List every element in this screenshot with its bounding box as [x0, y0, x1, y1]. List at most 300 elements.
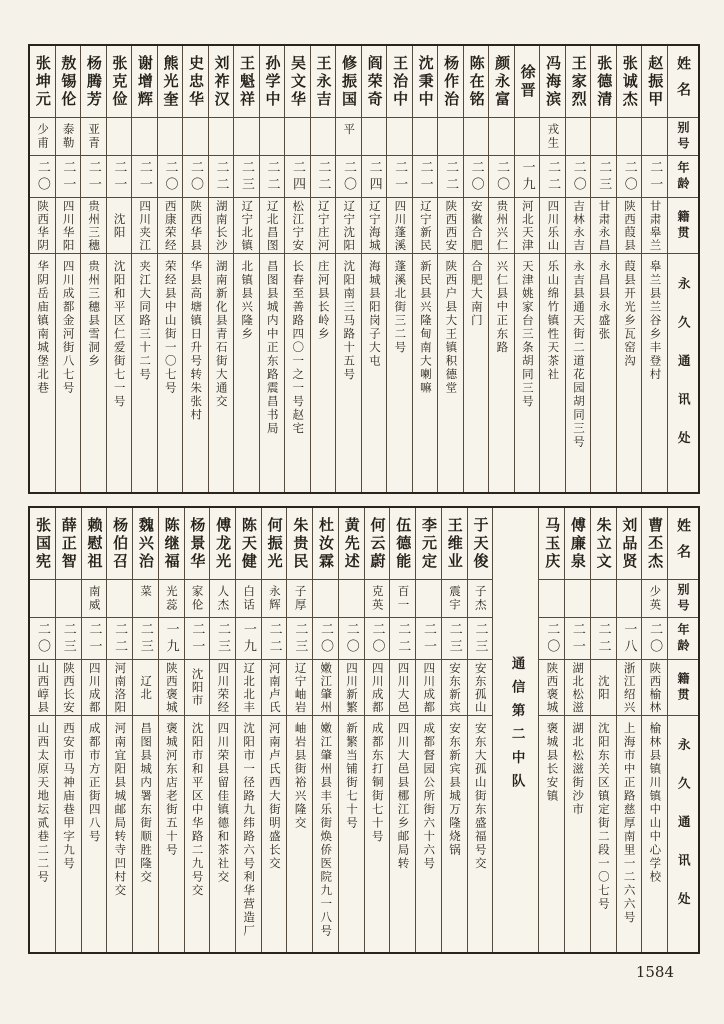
- person-address: [617, 254, 642, 492]
- person-age: [464, 156, 489, 198]
- person-name-text: 傅廉泉: [568, 516, 587, 571]
- person-age-text: 二一: [647, 159, 663, 194]
- person-native-text: 贵州兴仁: [495, 199, 510, 252]
- person-column: [106, 46, 132, 492]
- person-name: [30, 46, 55, 118]
- person-alias: [438, 118, 463, 156]
- header-address-label: [668, 254, 698, 492]
- person-alias: [416, 580, 441, 618]
- person-alias: [234, 118, 259, 156]
- person-alias: [183, 118, 208, 156]
- person-native: [387, 198, 412, 254]
- person-age: [591, 156, 616, 198]
- person-name-text: 赖慰祖: [85, 516, 104, 571]
- person-name: [362, 46, 387, 118]
- person-column: [415, 508, 441, 952]
- person-address-text: 北镇县兴隆乡: [240, 260, 255, 341]
- person-column: [131, 46, 157, 492]
- person-address: [158, 254, 183, 492]
- person-column: [106, 508, 132, 952]
- person-name: [285, 46, 310, 118]
- person-name: [133, 508, 158, 580]
- person-alias-text: 少英: [648, 585, 663, 612]
- person-column: [441, 508, 467, 952]
- person-name-text: 刘祚汉: [212, 54, 231, 109]
- person-native-text: 陕西葭县: [622, 199, 637, 252]
- person-age-text: 二〇: [647, 621, 663, 656]
- person-address: [287, 716, 312, 952]
- person-native-text: 陕西华县: [189, 199, 204, 252]
- person-alias: [56, 580, 81, 618]
- person-address: [311, 254, 336, 492]
- person-alias: [132, 118, 157, 156]
- person-address-text: 永昌县永盛张: [597, 260, 612, 341]
- person-alias: [413, 118, 438, 156]
- person-age: [566, 156, 591, 198]
- header-age-label: [668, 156, 698, 198]
- person-name: [540, 46, 565, 118]
- person-native: [30, 660, 55, 716]
- person-native-text: 甘肃永昌: [597, 199, 612, 252]
- person-age: [468, 618, 493, 660]
- person-name-text: 薛正智: [59, 516, 78, 571]
- person-address-text: 成都东打铜街七十号: [370, 722, 385, 844]
- person-native-text: 辽北: [139, 674, 154, 701]
- header-age-label: [668, 618, 698, 660]
- person-address-text: 岫岩县街裕兴隆交: [293, 722, 308, 830]
- person-column: [364, 508, 390, 952]
- person-address-text: 沈阳和平区仁爱街七一号: [112, 260, 127, 409]
- person-column: [182, 46, 208, 492]
- person-address-text: 褒城县长安镇: [545, 722, 560, 803]
- person-column: [467, 508, 493, 952]
- person-age: [390, 618, 415, 660]
- person-column: [158, 508, 184, 952]
- person-column: [564, 508, 590, 952]
- person-native: [56, 198, 81, 254]
- person-column: [284, 46, 310, 492]
- person-alias: [642, 118, 667, 156]
- person-name-text: 马玉庆: [543, 516, 562, 571]
- person-native-text: 吉林永吉: [571, 199, 586, 252]
- person-native-text: 四川华阳: [61, 199, 76, 252]
- person-address: [236, 716, 261, 952]
- person-column: [157, 46, 183, 492]
- person-native-text: 辽宁海城: [367, 199, 382, 252]
- person-age-text: 二三: [596, 159, 612, 194]
- person-alias: [287, 580, 312, 618]
- person-native: [515, 198, 540, 254]
- person-age-text: 二一: [85, 159, 101, 194]
- person-native-text: 陕西西安: [444, 199, 459, 252]
- unit-divider-text: 通信第二中队: [508, 656, 525, 797]
- person-age: [210, 618, 235, 660]
- person-address: [210, 716, 235, 952]
- person-column: [641, 508, 667, 952]
- person-native: [617, 198, 642, 254]
- person-address-text: 葭县开光乡瓦窑沟: [622, 260, 637, 368]
- person-age: [642, 156, 667, 198]
- person-alias: [185, 580, 210, 618]
- person-age-text: 二二: [545, 159, 561, 194]
- person-address-text: 兴仁县中正东路: [495, 260, 510, 355]
- person-name: [185, 508, 210, 580]
- person-alias: [489, 118, 514, 156]
- person-name: [442, 508, 467, 580]
- person-native: [539, 660, 564, 716]
- person-age-text: 二四: [290, 159, 306, 194]
- person-name: [287, 508, 312, 580]
- person-name: [234, 46, 259, 118]
- person-alias: [82, 580, 107, 618]
- person-name-text: 王永吉: [314, 54, 333, 109]
- person-name-text: 张坤元: [33, 54, 52, 109]
- person-native-text: 四川荣经: [216, 661, 231, 714]
- person-alias: [133, 580, 158, 618]
- person-age-text: 二一: [111, 159, 127, 194]
- person-address-text: 褒城河东店老街五十号: [164, 722, 179, 857]
- person-name-text: 傅龙光: [214, 516, 233, 571]
- person-name: [159, 508, 184, 580]
- person-name-text: 沈秉中: [416, 54, 435, 109]
- person-alias: [591, 118, 616, 156]
- person-alias: [262, 580, 287, 618]
- person-native-text: 山西崞县: [36, 661, 51, 714]
- person-name: [468, 508, 493, 580]
- person-native-text: 嫩江肇州: [319, 661, 334, 714]
- person-age: [30, 618, 55, 660]
- person-address-text: 湖南新化县青石街大通交: [214, 260, 229, 409]
- person-name-text: 熊光奎: [161, 54, 180, 109]
- person-alias: [81, 118, 106, 156]
- person-age-text: 二一: [392, 159, 408, 194]
- person-alias: [539, 580, 564, 618]
- person-native-text: 河南卢氏: [267, 661, 282, 714]
- person-age-text: 二二: [315, 159, 331, 194]
- person-address-text: 华阴岳庙镇南城堡北巷: [36, 260, 51, 395]
- person-column: [55, 508, 81, 952]
- person-address-text: 天津姚家台三条胡同三号: [520, 260, 535, 409]
- person-address: [591, 716, 616, 952]
- header-native-label-text: 籍贯: [676, 209, 690, 242]
- person-address-text: 河南卢氏西大街明盛长交: [267, 722, 282, 871]
- person-age-text: 一九: [240, 621, 256, 656]
- person-native: [107, 660, 132, 716]
- person-alias-text: 戎生: [546, 123, 561, 150]
- person-age-text: 二三: [215, 621, 231, 656]
- person-alias-text: 南威: [87, 585, 102, 612]
- person-column: [412, 46, 438, 492]
- person-native: [362, 198, 387, 254]
- person-name-text: 刘品贤: [620, 516, 639, 571]
- header-name-label: [668, 508, 698, 580]
- person-address-text: 四川成都金河街八七号: [61, 260, 76, 395]
- person-address: [416, 716, 441, 952]
- person-column: [386, 46, 412, 492]
- person-age: [234, 156, 259, 198]
- person-age-text: 二二: [213, 159, 229, 194]
- person-address-text: 长春至善路四〇一之一号赵宅: [291, 260, 306, 436]
- person-address: [438, 254, 463, 492]
- person-address-text: 安东新宾县城万隆烧锅: [447, 722, 462, 857]
- person-address: [262, 716, 287, 952]
- person-age-text: 二二: [112, 621, 128, 656]
- person-native-text: 辽宁北镇: [240, 199, 255, 252]
- person-address: [539, 716, 564, 952]
- person-name-text: 张德清: [595, 54, 614, 109]
- person-age-text: 二〇: [468, 159, 484, 194]
- person-name-text: 颜永富: [493, 54, 512, 109]
- person-age-text: 一九: [163, 621, 179, 656]
- person-address: [132, 254, 157, 492]
- person-address-text: 嫩江肇州县丰乐街焕侨医院九一八号: [319, 722, 334, 938]
- person-column: [514, 46, 540, 492]
- person-native-text: 辽北北丰: [242, 661, 257, 714]
- person-address: [362, 254, 387, 492]
- person-alias: [365, 580, 390, 618]
- header-native-label: [668, 660, 698, 716]
- person-alias-text: 白话: [242, 585, 257, 612]
- person-native: [81, 198, 106, 254]
- person-age-text: 二〇: [162, 159, 178, 194]
- person-name-text: 史忠华: [186, 54, 205, 109]
- header-address-label-text: 永久通讯处: [676, 737, 692, 931]
- person-name: [81, 46, 106, 118]
- person-native-text: 四川大邑: [396, 661, 411, 714]
- person-native: [262, 660, 287, 716]
- person-address: [185, 716, 210, 952]
- person-alias: [566, 118, 591, 156]
- person-native-text: 陕西褒城: [164, 661, 179, 714]
- person-native-text: 四川成都: [422, 661, 437, 714]
- person-age: [413, 156, 438, 198]
- person-name: [438, 46, 463, 118]
- header-age-label-text: 年龄: [676, 160, 690, 193]
- person-alias-text: 少甫: [36, 123, 51, 150]
- person-address-text: 永吉县通天街二道花园胡同三号: [571, 260, 586, 449]
- person-native-text: 四川成都: [87, 661, 102, 714]
- person-name: [56, 508, 81, 580]
- person-alias: [339, 580, 364, 618]
- person-age-text: 二二: [595, 621, 611, 656]
- person-age: [365, 618, 390, 660]
- person-native: [132, 198, 157, 254]
- person-name-text: 伍德能: [394, 516, 413, 571]
- person-age-text: 一八: [621, 621, 637, 656]
- person-address-text: 安东大孤山街东盛福号交: [473, 722, 488, 871]
- person-address: [209, 254, 234, 492]
- person-native-text: 陕西褒城: [545, 661, 560, 714]
- person-native-text: 辽宁新民: [418, 199, 433, 252]
- person-column: [590, 508, 616, 952]
- person-native: [159, 660, 184, 716]
- person-age: [489, 156, 514, 198]
- person-name: [236, 508, 261, 580]
- person-address-text: 昌图县城内中正东路震昌书局: [265, 260, 280, 436]
- person-alias: [30, 118, 55, 156]
- person-age: [540, 156, 565, 198]
- person-age: [311, 156, 336, 198]
- person-native: [56, 660, 81, 716]
- person-age: [617, 618, 642, 660]
- person-native-text: 陕西华阴: [36, 199, 51, 252]
- header-alias-label: [668, 580, 698, 618]
- person-address: [339, 716, 364, 952]
- person-name: [158, 46, 183, 118]
- person-name: [416, 508, 441, 580]
- person-name: [107, 508, 132, 580]
- person-address: [387, 254, 412, 492]
- person-address: [566, 254, 591, 492]
- person-alias: [642, 580, 667, 618]
- person-age: [183, 156, 208, 198]
- person-age-text: 一九: [519, 159, 535, 194]
- person-native-text: 湖南长沙: [214, 199, 229, 252]
- person-name-text: 陈天健: [239, 516, 258, 571]
- person-column: [184, 508, 210, 952]
- person-name: [617, 46, 642, 118]
- person-address: [642, 254, 667, 492]
- roster-table-top: [28, 44, 700, 494]
- person-alias: [442, 580, 467, 618]
- person-address-text: 蓬溪北街三二号: [393, 260, 408, 355]
- person-name-text: 张克俭: [110, 54, 129, 109]
- person-name-text: 魏兴治: [136, 516, 155, 571]
- person-address: [464, 254, 489, 492]
- person-alias-text: 亚青: [87, 123, 102, 150]
- header-alias-label-text: 别号: [676, 582, 690, 615]
- person-native-text: 辽宁庄河: [316, 199, 331, 252]
- person-address-text: 成都市方正街四八号: [87, 722, 102, 844]
- person-name: [209, 46, 234, 118]
- person-alias: [285, 118, 310, 156]
- header-native-label: [668, 198, 698, 254]
- person-name-text: 谢增辉: [135, 54, 154, 109]
- person-alias: [336, 118, 361, 156]
- person-address-text: 乐山绵竹镇性天茶社: [546, 260, 561, 382]
- person-column: [209, 508, 235, 952]
- header-address-label: [668, 716, 698, 952]
- person-native: [158, 198, 183, 254]
- person-address-text: 山西太原天地坛贰巷二二号: [36, 722, 51, 884]
- person-age: [387, 156, 412, 198]
- person-age: [209, 156, 234, 198]
- person-native: [390, 660, 415, 716]
- person-native: [82, 660, 107, 716]
- person-age: [158, 156, 183, 198]
- person-address: [468, 716, 493, 952]
- person-age: [442, 618, 467, 660]
- person-age-text: 二二: [266, 621, 282, 656]
- person-column: [437, 46, 463, 492]
- person-native-text: 湖北松滋: [571, 661, 586, 714]
- person-age-text: 二〇: [318, 621, 334, 656]
- person-address: [565, 716, 590, 952]
- person-name-text: 杨腾芳: [84, 54, 103, 109]
- person-alias: [260, 118, 285, 156]
- person-native-text: 河北天津: [520, 199, 535, 252]
- person-age: [133, 618, 158, 660]
- header-alias-label-text: 别号: [676, 120, 690, 153]
- person-name-text: 何振光: [265, 516, 284, 571]
- person-native-text: 辽宁沈阳: [342, 199, 357, 252]
- person-column: [335, 46, 361, 492]
- person-column: [261, 508, 287, 952]
- person-native: [416, 660, 441, 716]
- person-name: [132, 46, 157, 118]
- person-age: [285, 156, 310, 198]
- person-native-text: 辽北昌图: [265, 199, 280, 252]
- person-column: [312, 508, 338, 952]
- person-address: [159, 716, 184, 952]
- person-native-text: 四川乐山: [546, 199, 561, 252]
- person-address-text: 夹江大同路三十二号: [138, 260, 153, 382]
- person-age: [185, 618, 210, 660]
- person-address: [107, 716, 132, 952]
- person-address: [591, 254, 616, 492]
- person-native: [617, 660, 642, 716]
- person-native-text: 四川夹江: [138, 199, 153, 252]
- person-age: [81, 156, 106, 198]
- person-age: [591, 618, 616, 660]
- person-native-text: 浙江绍兴: [622, 661, 637, 714]
- person-age: [539, 618, 564, 660]
- person-native: [565, 660, 590, 716]
- person-native: [442, 660, 467, 716]
- person-age: [30, 156, 55, 198]
- person-native-text: 四川新繁: [345, 661, 360, 714]
- person-age-text: 二一: [189, 621, 205, 656]
- person-address: [133, 716, 158, 952]
- person-native: [287, 660, 312, 716]
- person-name-text: 何云蔚: [368, 516, 387, 571]
- person-address: [260, 254, 285, 492]
- person-alias: [362, 118, 387, 156]
- person-native-text: 贵州三穗: [87, 199, 102, 252]
- person-name-text: 杜汝霖: [317, 516, 336, 571]
- person-native: [107, 198, 132, 254]
- person-alias-text: 克英: [370, 585, 385, 612]
- person-native: [311, 198, 336, 254]
- person-native-text: 河南洛阳: [113, 661, 128, 714]
- person-age: [82, 618, 107, 660]
- person-column: [539, 46, 565, 492]
- header-name-label-text: 姓名: [675, 55, 691, 108]
- person-name: [591, 46, 616, 118]
- person-address-text: 新繁当铺街七十号: [345, 722, 360, 830]
- person-native-text: 陕西榆林: [648, 661, 663, 714]
- person-address: [107, 254, 132, 492]
- person-address: [489, 254, 514, 492]
- person-native-text: 沈阳: [112, 212, 127, 239]
- person-address: [56, 254, 81, 492]
- person-native-text: 安徽合肥: [469, 199, 484, 252]
- person-name: [539, 508, 564, 580]
- person-alias: [390, 580, 415, 618]
- person-address: [413, 254, 438, 492]
- person-address-text: 四川荣县留佳镇德和茶社交: [216, 722, 231, 884]
- person-name-text: 陈继福: [162, 516, 181, 571]
- person-column: [338, 508, 364, 952]
- person-native-text: 四川成都: [370, 661, 385, 714]
- person-alias: [540, 118, 565, 156]
- roster-table-bottom: [28, 506, 700, 954]
- person-address-text: 新民县兴隆甸南大喇嘛: [418, 260, 433, 395]
- person-column: [286, 508, 312, 952]
- person-age: [107, 156, 132, 198]
- person-column: [538, 508, 564, 952]
- person-address: [365, 716, 390, 952]
